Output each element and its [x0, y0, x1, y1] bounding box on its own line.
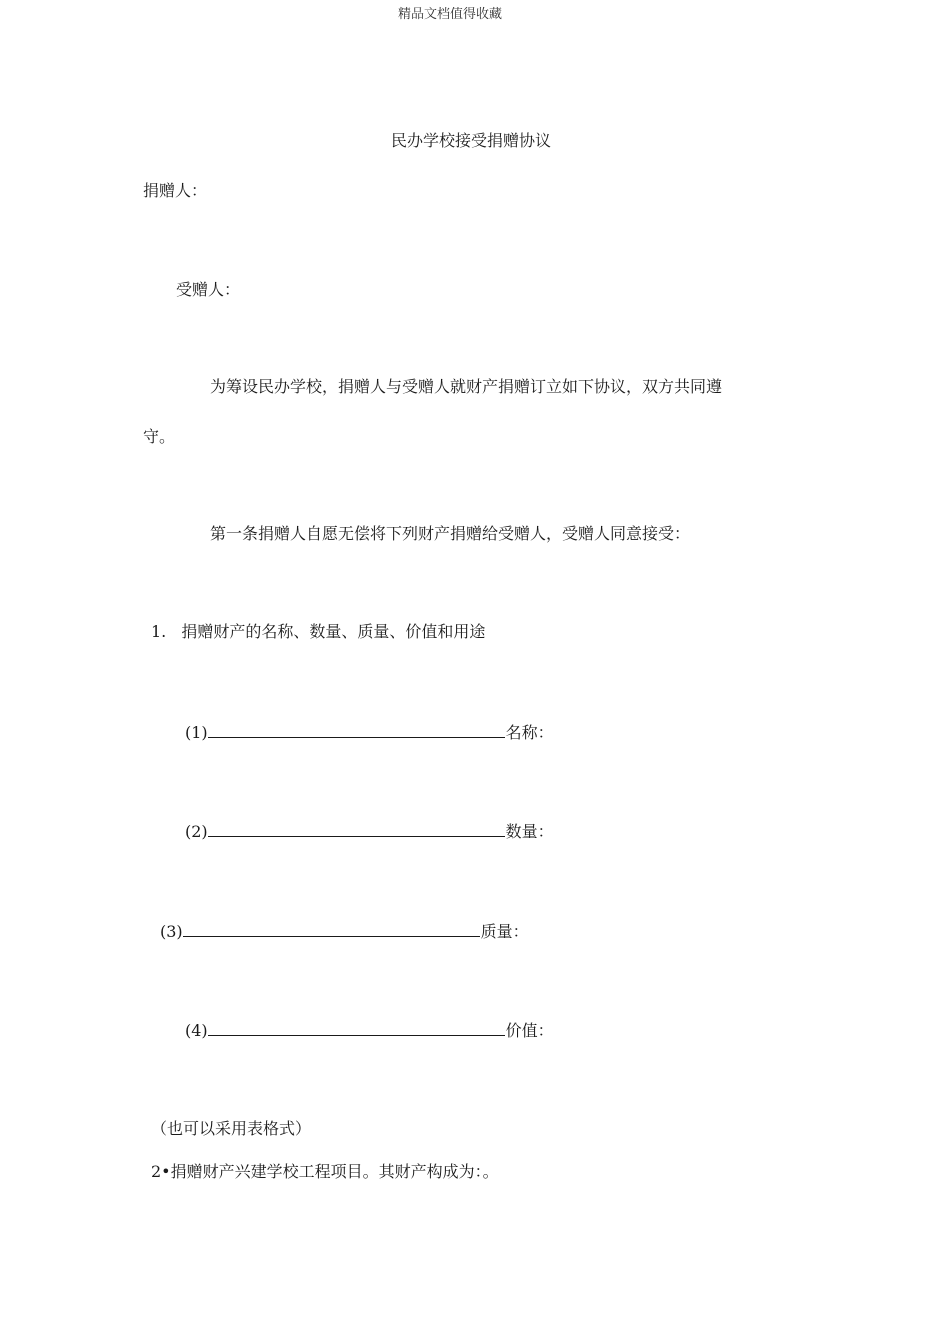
item-number: (4)	[185, 1021, 208, 1040]
fill-in-blank[interactable]	[208, 722, 505, 738]
item-number: (1)	[185, 723, 208, 742]
item-row	[160, 921, 529, 942]
item-number: (3)	[160, 922, 183, 941]
item-label: 质量：	[480, 922, 529, 941]
document-title: 民办学校接受捐赠协议	[391, 131, 552, 150]
item-row	[185, 1020, 554, 1041]
section-1-text: 捐赠财产的名称、数量、质量、价值和用途	[181, 622, 486, 641]
table-note: （也可以采用表格式）	[151, 1119, 312, 1138]
recipient-label: 受赠人：	[176, 280, 241, 299]
item-label: 数量：	[505, 822, 554, 841]
article-1: 第一条捐赠人自愿无偿将下列财产捐赠给受赠人，受赠人同意接受：	[210, 524, 691, 543]
donor-label: 捐赠人：	[143, 181, 208, 200]
fill-in-blank[interactable]	[183, 921, 480, 937]
item-number: (2)	[185, 822, 208, 841]
item-row	[185, 722, 554, 743]
section-1-heading	[151, 622, 485, 642]
item-row	[185, 821, 554, 842]
fill-in-blank[interactable]	[208, 1020, 505, 1036]
item-label: 价值：	[505, 1021, 554, 1040]
page-header: 精品文档值得收藏	[398, 7, 503, 22]
intro-paragraph-line2: 守。	[143, 427, 176, 446]
fill-in-blank[interactable]	[208, 821, 505, 837]
section-1-number: 1.	[151, 622, 167, 641]
item-label: 名称：	[505, 723, 554, 742]
section-2: 2•捐赠财产兴建学校工程项目。其财产构成为：。	[151, 1162, 499, 1181]
intro-paragraph-line1: 为筹设民办学校，捐赠人与受赠人就财产捐赠订立如下协议，双方共同遵	[210, 377, 723, 396]
